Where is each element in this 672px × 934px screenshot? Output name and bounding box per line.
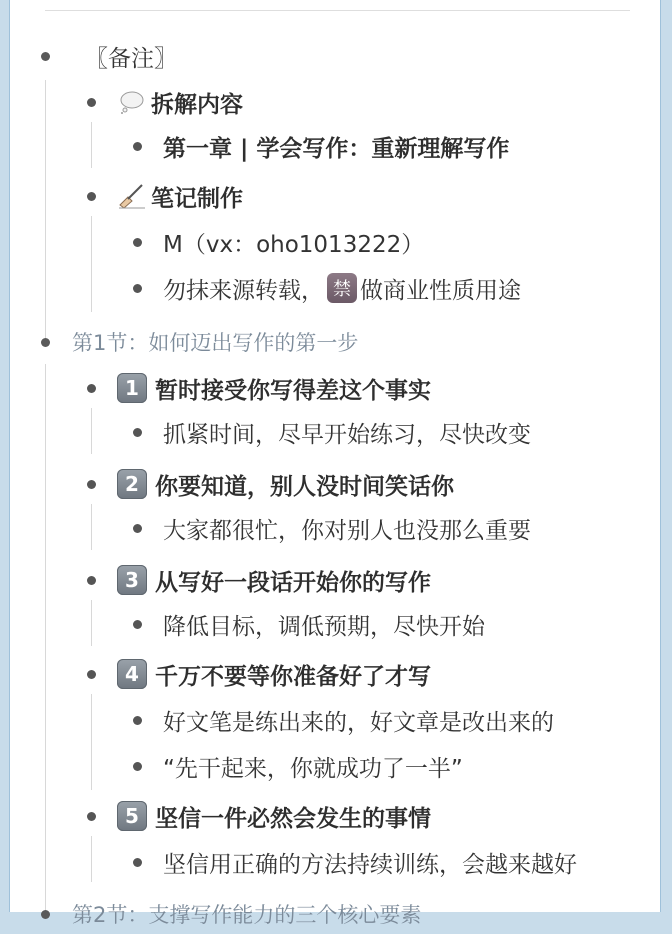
list-item[interactable]	[10, 412, 660, 452]
list-item[interactable]	[10, 560, 660, 600]
thought-bubble-icon	[117, 87, 147, 117]
bullet[interactable]	[87, 812, 96, 821]
point-title: 你要知道，别人没时间笑话你	[155, 473, 454, 500]
section1-title: 第1节：如何迈出写作的第一步	[72, 331, 359, 355]
point-row	[117, 654, 431, 694]
bullet[interactable]	[133, 142, 142, 151]
list-item[interactable]	[10, 36, 660, 76]
list-item[interactable]	[10, 746, 660, 786]
point-row	[117, 368, 431, 408]
list-item[interactable]	[10, 268, 660, 308]
bullet[interactable]	[133, 284, 142, 293]
point-detail: 大家都很忙，你对别人也没那么重要	[163, 517, 531, 544]
keycap-number-icon: 4	[117, 659, 147, 689]
point-row	[117, 464, 454, 504]
keycap-number-icon: 5	[117, 801, 147, 831]
keycap-number-icon: 3	[117, 565, 147, 595]
notes-making-label: 笔记制作	[151, 185, 243, 212]
section-heading[interactable]	[10, 322, 660, 362]
bullet[interactable]	[87, 384, 96, 393]
bullet[interactable]	[41, 910, 50, 919]
section2-title: 第2节：支撑写作能力的三个核心要素	[72, 903, 422, 927]
list-item[interactable]	[10, 222, 660, 262]
list-item[interactable]	[10, 796, 660, 836]
bullet[interactable]	[87, 670, 96, 679]
author-text: M（vx：oho1013222）	[163, 231, 425, 258]
list-item[interactable]	[10, 700, 660, 740]
bullet[interactable]	[133, 620, 142, 629]
list-item[interactable]	[10, 604, 660, 644]
point-detail: 好文笔是练出来的，好文章是改出来的	[163, 709, 554, 736]
list-item[interactable]	[10, 176, 660, 216]
bullet[interactable]	[133, 238, 142, 247]
bullet[interactable]	[133, 428, 142, 437]
writing-hand-icon	[117, 181, 147, 211]
list-item[interactable]	[10, 842, 660, 882]
reuse-text-before: 勿抹来源转载，	[163, 277, 324, 304]
notes-making-row	[117, 176, 243, 216]
list-item[interactable]	[10, 508, 660, 548]
point-detail: 抓紧时间，尽早开始练习，尽快改变	[163, 421, 531, 448]
notes-title: 〖备注〗	[85, 45, 177, 72]
bullet[interactable]	[133, 524, 142, 533]
point-detail: “先干起来，你就成功了一半”	[163, 755, 463, 782]
breakdown-row	[117, 82, 243, 122]
list-item[interactable]	[10, 126, 660, 166]
reuse-text-after: 做商业性质用途	[360, 277, 521, 304]
bullet[interactable]	[87, 576, 96, 585]
bullet[interactable]	[133, 762, 142, 771]
point-detail: 坚信用正确的方法持续训练，会越来越好	[163, 851, 577, 878]
bullet[interactable]	[133, 716, 142, 725]
bullet[interactable]	[41, 338, 50, 347]
point-row	[117, 560, 431, 600]
bullet[interactable]	[87, 192, 96, 201]
point-title: 从写好一段话开始你的写作	[155, 569, 431, 596]
outline-panel	[9, 0, 661, 927]
point-title: 坚信一件必然会发生的事情	[155, 805, 431, 832]
bullet[interactable]	[87, 480, 96, 489]
point-title: 千万不要等你准备好了才写	[155, 663, 431, 690]
bullet[interactable]	[41, 52, 50, 61]
divider	[45, 10, 630, 11]
bullet[interactable]	[133, 858, 142, 867]
breakdown-label: 拆解内容	[151, 91, 243, 118]
list-item[interactable]	[10, 368, 660, 408]
bullet[interactable]	[87, 98, 96, 107]
point-row	[117, 796, 431, 836]
keycap-number-icon: 1	[117, 373, 147, 403]
list-item[interactable]	[10, 82, 660, 122]
ban-badge: 禁	[327, 273, 357, 303]
list-item[interactable]	[10, 654, 660, 694]
section-heading[interactable]	[10, 894, 660, 934]
breakdown-child: 第一章 | 学会写作：重新理解写作	[163, 135, 510, 162]
keycap-number-icon: 2	[117, 469, 147, 499]
point-title: 暂时接受你写得差这个事实	[155, 377, 431, 404]
reuse-row	[163, 268, 521, 308]
point-detail: 降低目标，调低预期，尽快开始	[163, 613, 485, 640]
list-item[interactable]	[10, 464, 660, 504]
